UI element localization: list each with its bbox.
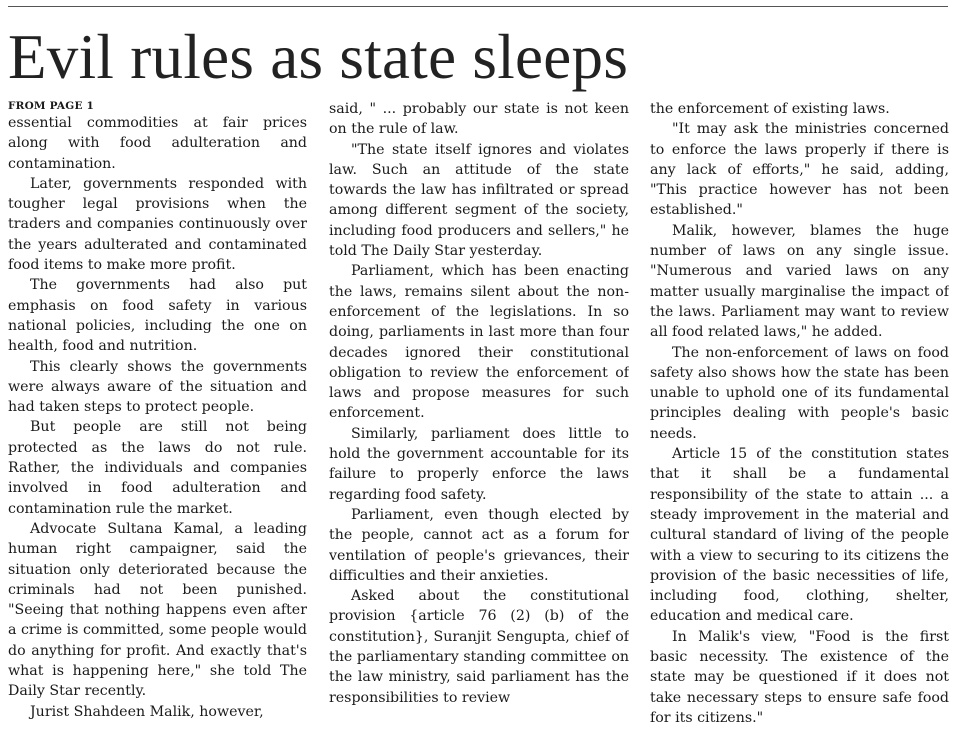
article-column-3 [650,99,949,739]
paragraph: said, " ... probably our state is not keen on the rule of law. [329,101,629,138]
article-column-1 [8,99,307,739]
paragraph: Parliament, which has been enacting the laws, remains silent about the non-enforcement of the legislations. In so doing, parliaments in last more than four decades ignored their constitutional obligation to review the enforcement of laws and propose measures for such enforcement. [329,263,629,422]
paragraph: "The state itself ignores and violates law. Such an attitude of the state towards the law has infiltrated or spread among different segment of the society, including food producers and sellers," he told The Daily Star yesterday. [329,141,629,260]
headline: Evil rules as state sleeps [8,22,629,92]
paragraph: Advocate Sultana Kamal, a leading human right campaigner, said the situation only deteriorated because the criminals had not been punished. "Seeing that nothing happens even after a crime is committed, some people would do anything for profit. And exactly that's what is happening here," she told The Daily Star recently. [8,520,307,700]
paragraph: The non-enforcement of laws on food safety also shows how the state has been unable to uphold one of its fundamental principles dealing with people's basic needs. [650,344,949,442]
article-column-2 [329,99,629,739]
paragraph: Parliament, even though elected by the people, cannot act as a forum for ventilation of people's grievances, their difficulties and their anxieties. [329,506,629,584]
continuation-kicker: FROM PAGE 1 [8,100,95,112]
paragraph: This clearly shows the governments were always aware of the situation and had taken steps to protect people. [8,358,307,416]
paragraph: Similarly, parliament does little to hold the government accountable for its failure to properly enforce the laws regarding food safety. [329,425,629,503]
paragraph: Jurist Shahdeen Malik, however, [30,703,264,720]
top-rule [8,6,948,7]
paragraph: Malik, however, blames the huge number of laws on any single issue. "Numerous and varied laws on any matter usually marginalise the impact of the laws. Parliament may want to review all food related laws," he added. [650,222,949,341]
paragraph: Later, governments responded with tougher legal provisions when the traders and companies continuously over the years adulterated and contaminated food items to make more profit. [8,175,307,274]
paragraph: Asked about the constitutional provision {article 76 (2) (b) of the constitution}, Suranjit Sengupta, chief of the parliamentary standing committee on the law ministry, said parliament has the responsibilities to review [329,588,629,706]
paragraph: But people are still not being protected as the laws do not rule. Rather, the individuals and companies involved in food adulteration and contamination rule the market. [8,419,307,517]
paragraph: essential commodities at fair prices along with food adulteration and contamination. [8,115,307,172]
paragraph: the enforcement of existing laws. [650,101,890,117]
paragraph: The governments had also put emphasis on food safety in various national policies, including the one on health, food and nutrition. [8,277,307,355]
paragraph: Article 15 of the constitution states that it shall be a fundamental responsibility of the state to attain ... a steady improvement in the material and cultural standard of living of the people with a view to securing to its citizens the provision of the basic necessities of life, including food, clothing, shelter, education and medical care. [650,446,949,625]
paragraph: "It may ask the ministries concerned to enforce the laws properly if there is any lack of efforts," he said, adding, "This practice however has not been established." [650,121,949,219]
paragraph: In Malik's view, "Food is the first basic necessity. The existence of the state may be questioned if it does not take necessary steps to ensure safe food for its citizens." [650,628,949,726]
